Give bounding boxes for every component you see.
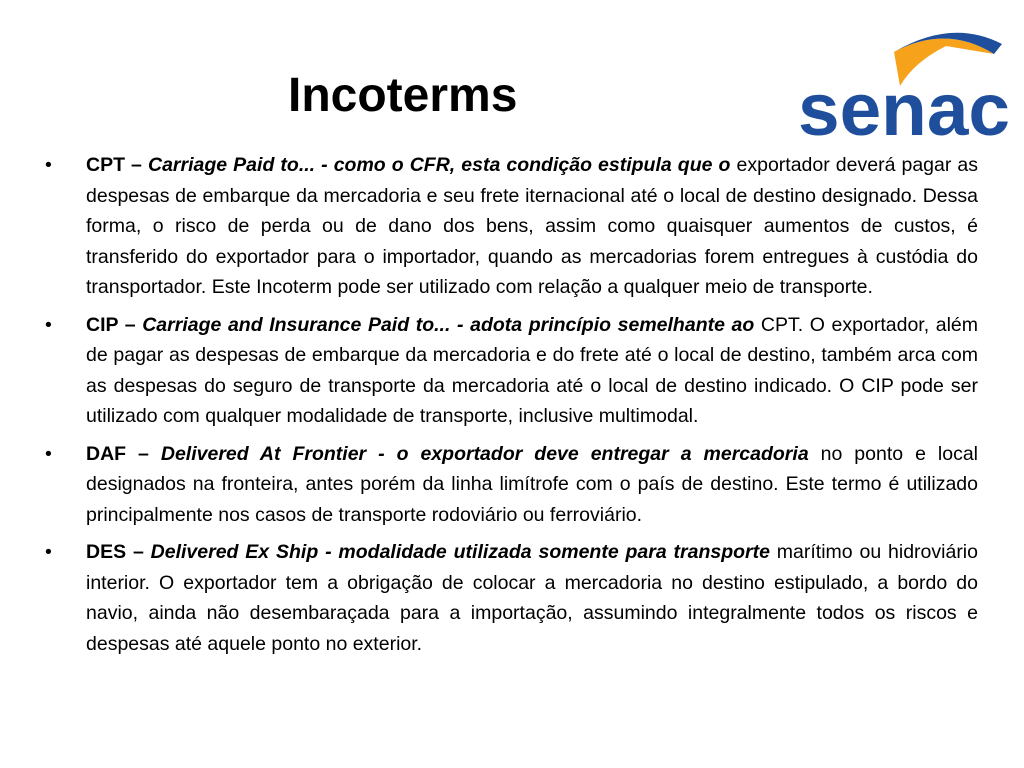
term-code: DAF bbox=[86, 442, 127, 465]
term-lead: Delivered Ex Ship - modalidade utilizada somente para transporte bbox=[150, 541, 770, 563]
bullet-dot-icon: • bbox=[45, 541, 52, 563]
term-lead: Carriage and Insurance Paid to... - adota princípio semelhante ao bbox=[142, 313, 755, 336]
term-description: exportador deverá pagar as despesas de embarque da mercadoria e seu frete iternacional até o local de destino designado. Dessa forma, o risco de perda ou de dano dos bens, assim como quaisquer aumentos de custos, é transferido do exportador para o importador, quando as mercadorias forem entregues à custódia do transportador. Este Incoterm pode ser utilizado com relação a qualquer meio de transporte. bbox=[86, 154, 979, 298]
bullet-dot-icon: • bbox=[45, 154, 52, 176]
bullet-cpt bbox=[40, 150, 978, 303]
slide-title: Incoterms bbox=[288, 69, 518, 122]
term-code: DES bbox=[86, 541, 127, 563]
term-dash: – bbox=[126, 541, 151, 563]
bullet-dot-icon: • bbox=[45, 442, 52, 465]
incoterms-list bbox=[40, 150, 978, 666]
senac-wordmark: senac bbox=[798, 68, 1010, 142]
term-dash: – bbox=[126, 442, 161, 465]
term-dash: – bbox=[125, 154, 148, 176]
term-description: CPT. O exportador, além de pagar as despesas de embarque da mercadoria e do frete até o local de destino, também arca com as despesas do seguro de transporte da mercadoria até o local de destino indicado. O CIP pode ser utilizado com qualquer modalidade de transporte, inclusive multimodal. bbox=[86, 313, 978, 427]
term-code: CPT bbox=[86, 154, 125, 176]
term-lead: Carriage Paid to... - como o CFR, esta condição estipula que o bbox=[147, 154, 731, 176]
senac-logo bbox=[796, 14, 1012, 142]
bullet-cip bbox=[40, 310, 978, 432]
term-code: CIP bbox=[86, 313, 119, 336]
term-description: marítimo ou hidroviário interior. O exportador tem a obrigação de colocar a mercadoria no destino estipulado, a bordo do navio, ainda não desembaraçada para a importação, assumindo integralmente todos os riscos e despesas até aquele ponto no exterior. bbox=[86, 541, 978, 655]
bullet-des bbox=[40, 537, 978, 659]
term-description: no ponto e local designados na fronteira, antes porém da linha limítrofe com o país de destino. Este termo é utilizado principalmente nos casos de transporte rodoviário ou ferroviário. bbox=[86, 442, 979, 526]
term-lead: Delivered At Frontier - o exportador deve entregar a mercadoria bbox=[160, 442, 809, 465]
bullet-dot-icon: • bbox=[45, 313, 52, 336]
bullet-daf bbox=[40, 439, 978, 531]
term-dash: – bbox=[118, 313, 143, 336]
